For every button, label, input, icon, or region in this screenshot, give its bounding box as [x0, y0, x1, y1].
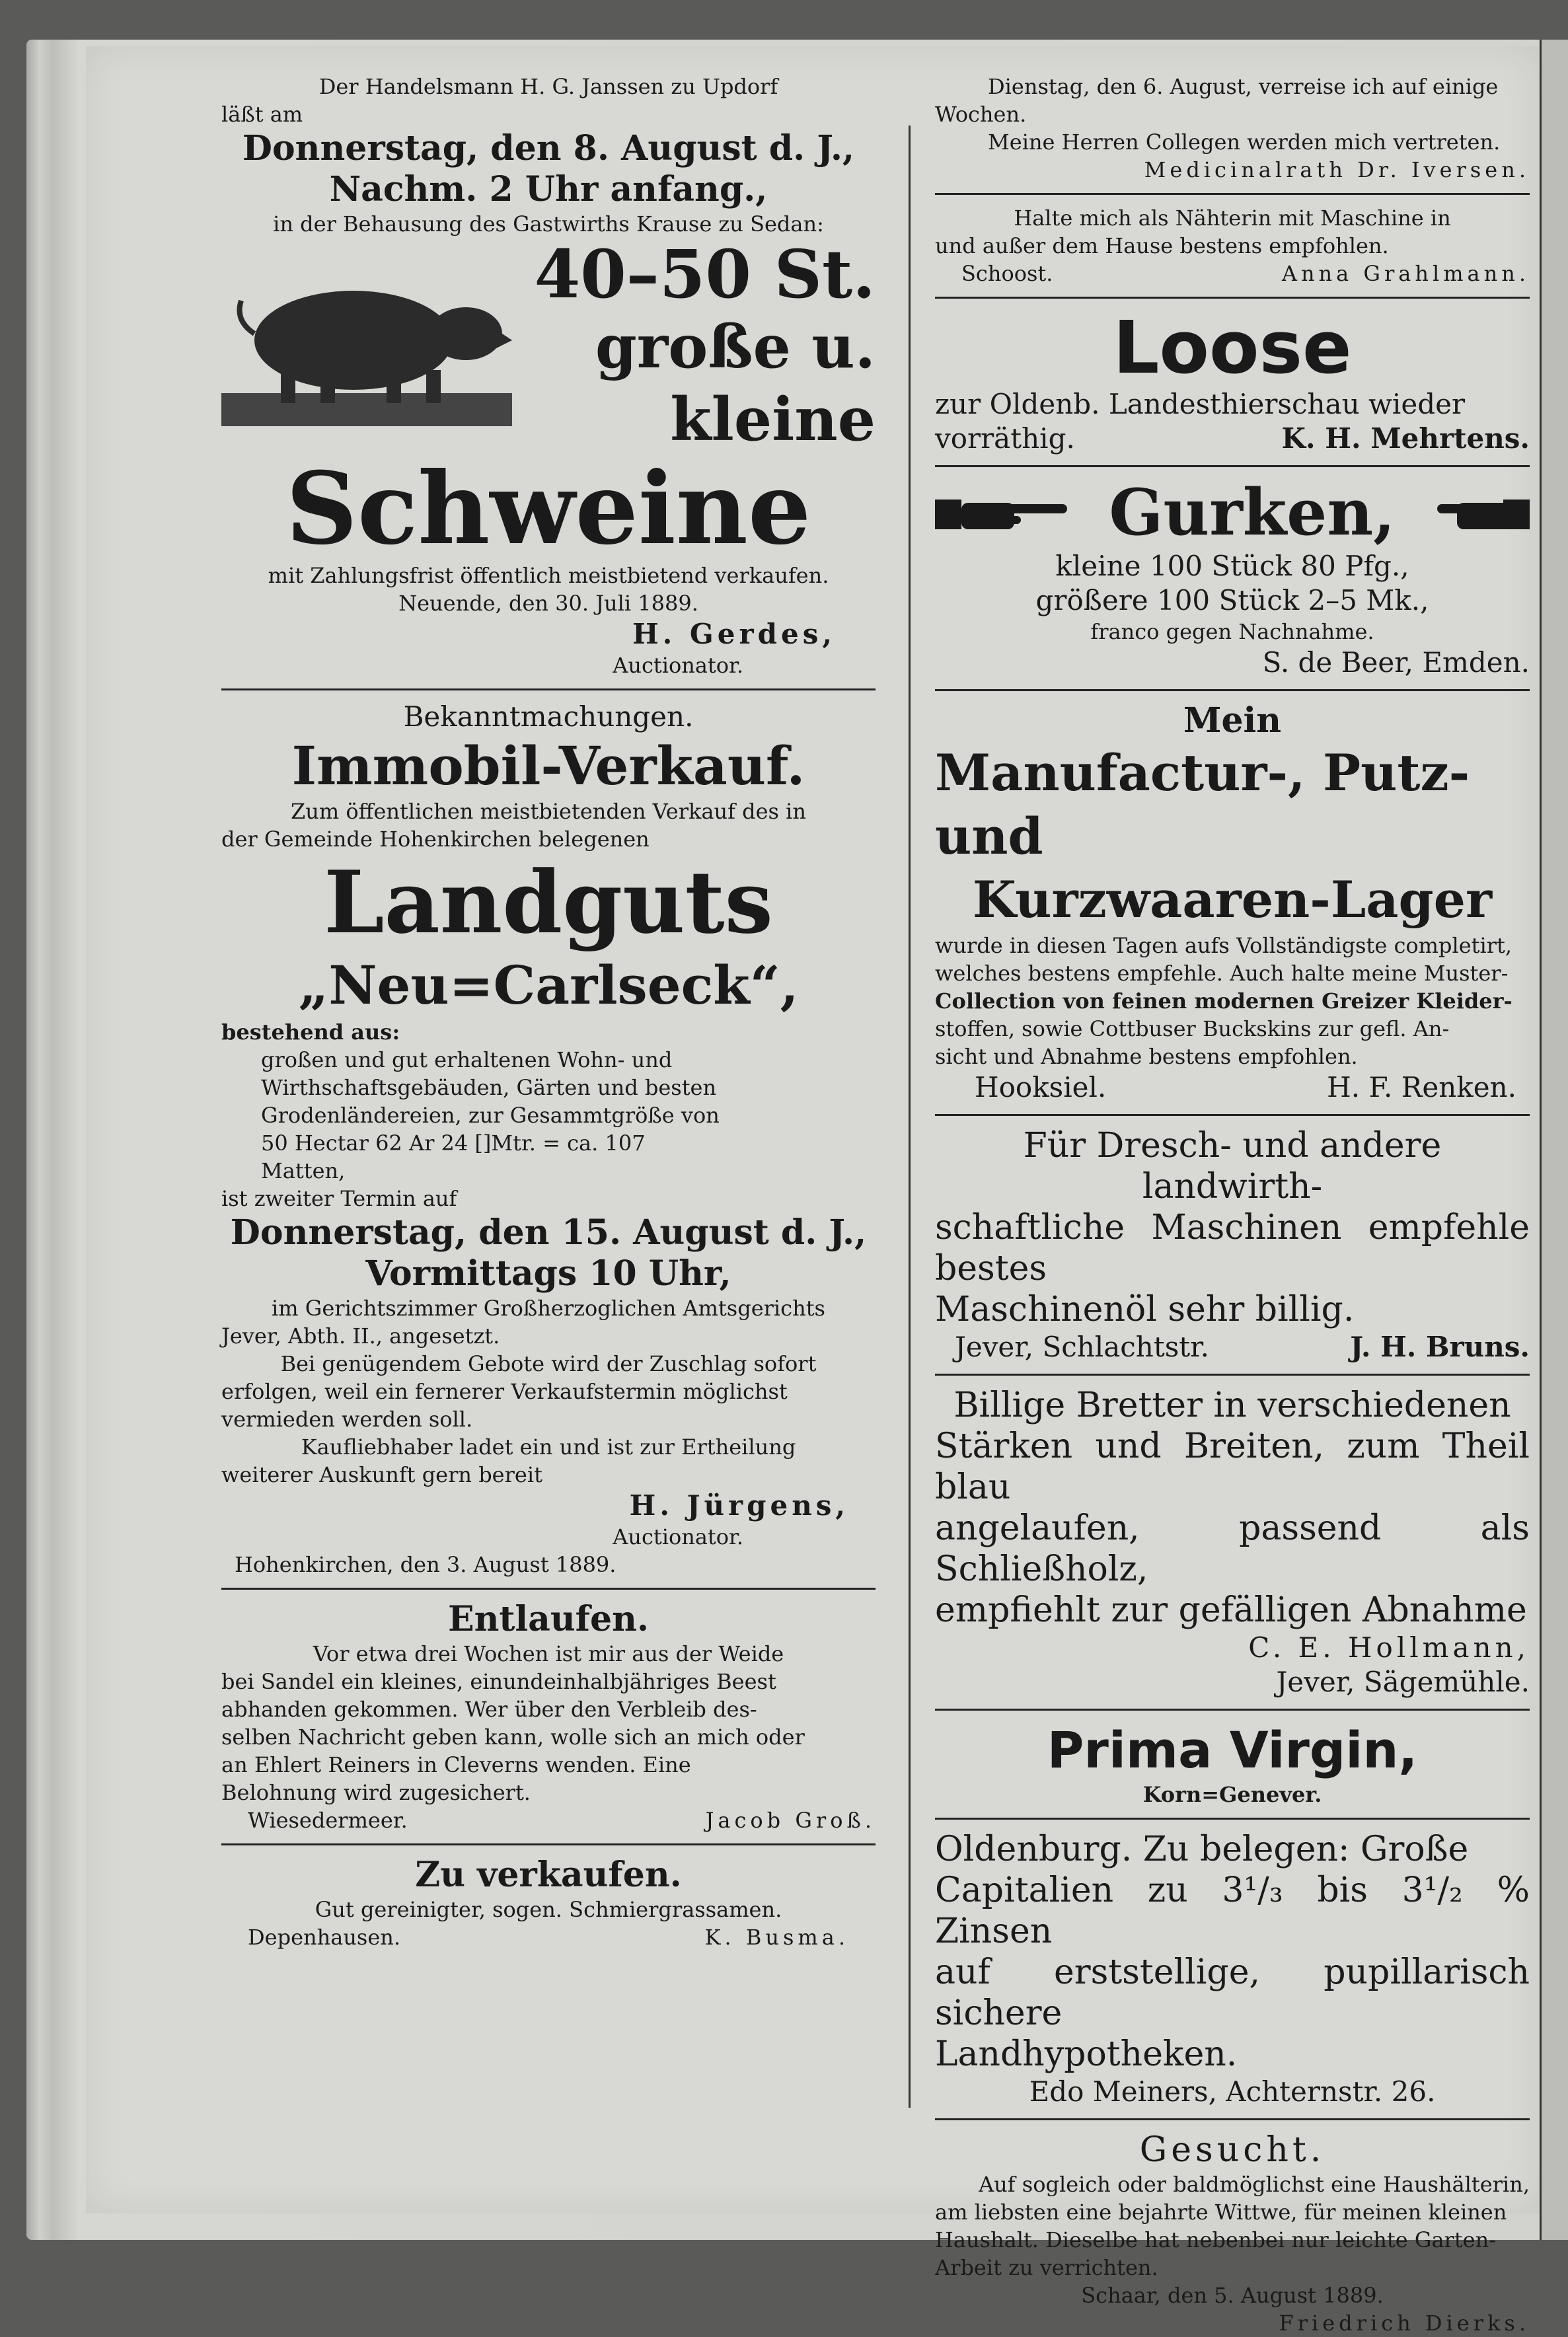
ad-signer: Edo Meiners, Achternstr. 26. — [1029, 2075, 1436, 2108]
ad-text: Collection von feinen modernen Greizer Kleider- — [935, 988, 1512, 1014]
ad-signer: S. de Beer, Emden. — [1262, 646, 1530, 679]
pig-block — [221, 235, 876, 456]
ad-signer: Friedrich Dierks. — [1279, 2311, 1530, 2336]
ad-naehterin — [935, 204, 1530, 287]
ad-text: Der Handelsmann H. G. Janssen zu Updorf — [318, 74, 778, 99]
ad-text: Haushalt. Dieselbe hat nebenbei nur leichte Garten- — [935, 2227, 1497, 2252]
ad-zu-verkaufen — [221, 1855, 876, 1951]
divider-rule — [935, 1114, 1530, 1116]
ad-entlaufen — [221, 1599, 876, 1834]
ad-dateline: Neuende, den 30. Juli 1889. — [398, 591, 698, 616]
ad-gesucht — [935, 2130, 1530, 2337]
ad-text: Capitalien zu 3¹/₃ bis 3¹/₂ % Zinsen — [935, 1871, 1530, 1951]
ad-text: abhanden gekommen. Wer über den Verbleib des- — [221, 1697, 757, 1722]
ad-text: vorräthig. — [935, 422, 1075, 455]
ad-immobil-verkauf — [221, 700, 876, 1578]
ad-text: Kaufliebhaber ladet ein und ist zur Ertheilung — [301, 1434, 796, 1460]
ad-text: Dienstag, den 6. August, verreise ich auf einige — [988, 74, 1499, 99]
ad-text: erfolgen, weil ein fernerer Verkaufstermin möglichst — [221, 1379, 788, 1404]
ad-place: Wiesedermeer. — [248, 1808, 408, 1833]
ad-headline: Prima Virgin, — [1047, 1721, 1418, 1779]
ad-headline: Gesucht. — [1139, 2130, 1325, 2170]
divider-rule — [935, 1818, 1530, 1820]
ad-text: Matten, — [261, 1158, 346, 1183]
section-heading: Bekanntmachungen. — [403, 700, 694, 733]
ad-text: sicht und Abnahme bestens empfohlen. — [935, 1044, 1358, 1069]
ad-text: Wirthschaftsgebäuden, Gärten und besten — [261, 1075, 717, 1100]
pointing-hand-left-icon — [1437, 483, 1530, 542]
ad-text: Für Dresch- und andere landwirth- — [1023, 1126, 1442, 1206]
divider-rule — [935, 297, 1530, 299]
ad-prima-virgin — [935, 1720, 1530, 1808]
pointing-hand-right-icon — [935, 483, 1067, 542]
ad-text: Korn=Genever. — [1142, 1782, 1322, 1807]
ad-text: angelaufen, passend als Schließholz, — [935, 1508, 1530, 1589]
ad-text: Mein — [1183, 700, 1282, 741]
ad-text: Arbeit zu verrichten. — [935, 2255, 1158, 2280]
ad-count: 40–50 St. — [534, 235, 876, 313]
ad-text: Auf sogleich oder baldmöglichst eine Haushälterin, — [979, 2172, 1530, 2197]
ad-headline: Entlaufen. — [447, 1599, 650, 1639]
ad-text: im Gerichtszimmer Großherzoglichen Amtsgerichts — [272, 1296, 825, 1321]
ad-text: selben Nachricht geben kann, wolle sich an mich oder — [221, 1725, 805, 1750]
ad-schweine — [221, 73, 876, 679]
ad-text: am liebsten eine bejahrte Wittwe, für meinen kleinen — [935, 2200, 1507, 2225]
ad-role: Auctionator. — [613, 1524, 743, 1549]
ad-text: an Ehlert Reiners in Cleverns wenden. Eine — [221, 1752, 691, 1777]
ad-text: in der Behausung des Gastwirths Krause zu Sedan: — [273, 211, 824, 237]
ad-text: großen und gut erhaltenen Wohn- und — [261, 1047, 673, 1072]
ad-signer: Anna Grahlmann. — [1281, 261, 1530, 286]
ad-text: der Gemeinde Hohenkirchen belegenen — [221, 827, 650, 852]
ad-gurken — [935, 476, 1530, 680]
next-page-edge — [1540, 40, 1568, 2240]
ad-place: Hooksiel. — [975, 1071, 1107, 1103]
ad-signer: J. H. Bruns. — [1350, 1331, 1530, 1363]
ad-headline: Immobil-Verkauf. — [291, 735, 805, 797]
ad-text: franco gegen Nachnahme. — [1090, 619, 1374, 644]
ad-text: Billige Bretter in verschiedenen — [953, 1386, 1511, 1425]
ad-signer: H. Gerdes, — [632, 618, 836, 650]
ad-headline: Manufactur-, Putz- und — [935, 743, 1470, 866]
ad-text: wurde in diesen Tagen aufs Vollständigste completirt, — [935, 933, 1512, 958]
ad-text: Belohnung wird zugesichert. — [221, 1780, 531, 1805]
ad-text: bei Sandel ein kleines, einundeinhalbjähriges Beest — [221, 1669, 776, 1694]
ad-capitalien — [935, 1829, 1530, 2109]
left-column — [221, 73, 876, 1951]
divider-rule — [221, 688, 876, 690]
ad-time: Nachm. 2 Uhr anfang., — [329, 169, 768, 209]
ad-text: Oldenburg. Zu belegen: Große — [935, 1830, 1469, 1869]
ad-headline: Zu verkaufen. — [415, 1855, 682, 1895]
ad-headline: Loose — [1113, 305, 1352, 390]
divider-rule — [221, 1843, 876, 1845]
ad-text: kleine 100 Stück 80 Pfg., — [1055, 550, 1409, 582]
ad-place: Jever, Schlachtstr. — [955, 1331, 1209, 1363]
ad-text: stoffen, sowie Cottbuser Buckskins zur gefl. An- — [935, 1016, 1450, 1041]
ad-headline: Kurzwaaren-Lager — [972, 870, 1493, 929]
ad-text: auf erststellige, pupillarisch sichere — [935, 1952, 1530, 2033]
ad-text: mit Zahlungsfrist öffentlich meistbietend verkaufen. — [268, 563, 829, 588]
ad-text: Zum öffentlichen meistbietenden Verkauf des in — [291, 799, 806, 824]
ad-signer: K. Busma. — [704, 1925, 849, 1950]
ad-bretter — [935, 1385, 1530, 1699]
divider-rule — [935, 465, 1530, 467]
ad-dateline: Hohenkirchen, den 3. August 1889. — [235, 1552, 616, 1577]
ad-text: Maschinenöl sehr billig. — [935, 1290, 1355, 1329]
ad-text: zur Oldenb. Landesthierschau wieder — [935, 388, 1466, 420]
ad-text: schaftliche Maschinen empfehle bestes — [935, 1208, 1530, 1288]
ad-headline: Schweine — [285, 451, 811, 567]
ad-signer: C. E. Hollmann, — [1248, 1631, 1530, 1664]
ad-loose — [935, 305, 1530, 456]
ad-text: und außer dem Hause bestens empfohlen. — [935, 233, 1389, 258]
ad-text: vermieden werden soll. — [221, 1407, 473, 1432]
ad-signer: Medicinalrath Dr. Iversen. — [1144, 157, 1530, 182]
divider-rule — [935, 193, 1530, 195]
ad-date: Donnerstag, den 15. August d. J., — [230, 1212, 867, 1253]
divider-rule — [935, 2118, 1530, 2120]
ad-text: Meine Herren Collegen werden mich vertreten. — [988, 130, 1501, 155]
divider-rule — [221, 1588, 876, 1590]
ad-text: Stärken und Breiten, zum Theil blau — [935, 1427, 1530, 1507]
ad-text: bestehend aus: — [221, 1020, 400, 1045]
ad-text: größere 100 Stück 2–5 Mk., — [1035, 584, 1429, 616]
ad-text: weiterer Auskunft gern bereit — [221, 1462, 542, 1487]
ad-role: Auctionator. — [613, 653, 743, 678]
ad-text: Halte mich als Nähterin mit Maschine in — [1014, 205, 1451, 231]
ad-place: Schoost. — [961, 261, 1053, 286]
ad-text: läßt am — [221, 102, 303, 127]
ad-text: 50 Hectar 62 Ar 24 []Mtr. = ca. 107 — [261, 1131, 646, 1156]
ad-text: Vor etwa drei Wochen ist mir aus der Weide — [313, 1641, 784, 1666]
ad-place: Depenhausen. — [248, 1925, 401, 1950]
divider-rule — [935, 1374, 1530, 1376]
ad-text: Gut gereinigter, sogen. Schmiergrassamen. — [315, 1897, 782, 1922]
divider-rule — [935, 1709, 1530, 1711]
ad-dateline: Schaar, den 5. August 1889. — [1081, 2283, 1384, 2308]
ad-text: Wochen. — [935, 102, 1027, 127]
ad-text: Landhypotheken. — [935, 2034, 1238, 2074]
right-column — [935, 73, 1530, 2337]
ad-text: welches bestens empfehle. Auch halte meine Muster- — [935, 961, 1509, 986]
ad-text: empfiehlt zur gefälligen Abnahme — [935, 1590, 1527, 1630]
ad-name: „Neu=Carlseck“, — [298, 954, 799, 1016]
pig-illustration — [221, 261, 512, 433]
ad-text: Bei genügendem Gebote wird der Zuschlag sofort — [280, 1351, 817, 1376]
ad-time: Vormittags 10 Uhr, — [365, 1253, 731, 1294]
ad-signer: Jacob Groß. — [705, 1808, 876, 1833]
ad-text: ist zweiter Termin auf — [221, 1186, 457, 1211]
ad-signer: H. F. Renken. — [1327, 1071, 1516, 1103]
ad-date: Donnerstag, den 8. August d. J., — [242, 128, 855, 168]
ad-place: Jever, Sägemühle. — [1276, 1666, 1530, 1698]
divider-rule — [935, 689, 1530, 691]
ad-maschinenoel — [935, 1125, 1530, 1364]
pig-text — [512, 235, 876, 456]
ad-verreise — [935, 73, 1530, 184]
ad-manufactur — [935, 700, 1530, 1105]
ad-text: Jever, Abth. II., angesetzt. — [221, 1323, 500, 1349]
ad-signer: K. H. Mehrtens. — [1281, 422, 1530, 455]
ad-text: Grodenländereien, zur Gesammtgröße von — [261, 1103, 720, 1128]
ad-sizes: große u. kleine — [595, 312, 876, 455]
column-divider — [909, 126, 911, 2108]
ad-title: Landguts — [324, 852, 773, 953]
ad-signer: H. Jürgens, — [629, 1489, 849, 1522]
ad-headline: Gurken, — [1109, 475, 1396, 550]
